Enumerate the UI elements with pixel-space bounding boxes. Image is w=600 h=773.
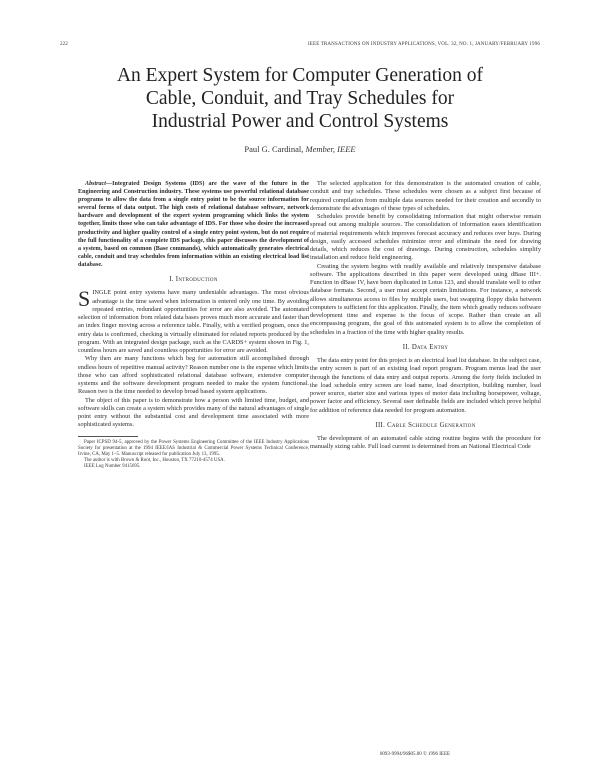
right-column (310, 180, 541, 452)
abstract-text: —Integrated Design Systems (IDS) are the wave of the future in the Engineering and Construction industry. These systems use powerful relational database programs to allow the data from a single entry point to be the source information for several forms of data output. The high costs of relational database software, network hardware and development of the expert system programing which links the system together, limits those who can take advantage of IDS. For those who desire the increased productivity and higher quality control of a single entry point system, but do not require the full functionality of a complete IDS package, this paper discusses the development of a system, based on common (Base commands), which automatically generates electrical cable, conduit and tray schedules from information within an existing electrical load list database. (78, 181, 309, 268)
title-line-2: Cable, Conduit, and Tray Schedules for (145, 88, 455, 109)
right-paragraph-2: Schedules provide benefit by consolidating information that might otherwise remain spread out among multiple sources. The consolidation of information eases identification of material requirements which improves forecast accuracy and reduces over buys. During design, easily accessed schedules minimize error and eliminate the need for drawing details, which reduces the cost of drawings. During construction, schedules simplify installation and reduce field engineering. (310, 213, 541, 262)
intro-paragraph-2: Why then are many functions which beg for automation still accomplished through endless hours of repetitive manual activity? Reason number one is the expense which limits those who can afford sophisticated relational database software, extensive computer systems and the software development program needed to make the system functional. Reason two is the time needed to develop broad based system applications. (78, 355, 310, 396)
author-membership: Member, IEEE (305, 144, 356, 154)
drop-cap: S (78, 286, 91, 312)
footnote-approval: Paper ICPSD 94-5, approved by the Power Systems Engineering Committee of the IEEE Industry Applications Society for presentation at the 1994 IEEE/IAS Industrial & Commercial Power Systems Technical Conference, Irvine, CA, May 1–5. Manuscript released for publication July 13, 1995. (78, 439, 309, 457)
intro-paragraph-3: The object of this paper is to demonstrate how a person with limited time, budget, and software skills can create a system which provides many of the natural advantages of single point entry without the substantial cost and development time associated with more sophisticated systems. (78, 396, 309, 429)
intro-paragraph-1-text: INGLE point entry systems have many undeniable advantages. The most obvious advantage is the time saved when information is entered only one time. By avoiding repeated entries, redundant opportunities for error are also avoided. The automated selection of information from related data bases proves much more accurate and faster than an index finger moving across a reference table. Finally, with a verified program, once the entry data is confirmed, checking is virtually eliminated for related reports produced by the program. With an integrated design package, such as the CARDS+ system shown in Fig. 1, countless hours are saved and countless opportunities for error are avoided. (78, 289, 309, 355)
section-heading-data-entry: II. Data Entry (402, 343, 449, 351)
left-column (78, 180, 309, 471)
cable-schedule-paragraph: The development of an automated cable sizing routine begins with the procedure for manually sizing cable. Full load current is determined from an National Electrical Code (310, 435, 541, 451)
footnote-affiliation: The author is with Brown & Root, Inc., Houston, TX 77210-4574 USA. (84, 458, 225, 464)
author-line (60, 144, 540, 154)
section-heading-introduction: I. Introduction (169, 276, 218, 284)
footnote-divider (78, 436, 138, 437)
author-name: Paul G. Cardinal, (244, 144, 304, 154)
intro-paragraph-1 (78, 286, 309, 355)
title-line-3: Industrial Power and Control Systems (151, 111, 449, 132)
footnote-log-number: IEEE Log Number 9415695. (84, 464, 141, 470)
right-paragraph-1: The selected application for this demonstration is the automated creation of cable, conduit and tray schedules. These schedules were chosen as a subject first because of required compilation from multiple data sources needed for their creation and secondly to demonstrate the advantages of these types of schedules. (310, 180, 541, 212)
paper-title (60, 64, 540, 133)
journal-running-title: IEEE TRANSACTIONS ON INDUSTRY APPLICATIONS, VOL. 32, NO. 1, JANUARY/FEBRUARY 1996 (307, 42, 540, 47)
page-number: 222 (60, 42, 68, 47)
abstract-label: Abstract (85, 181, 106, 187)
title-line-1: An Expert System for Computer Generation of (116, 65, 484, 86)
data-entry-paragraph: The data entry point for this project is an electrical load list database. In the subject case, the entry screen is part of an existing load report program. Program menus lead the user through the functions of data entry and output reports. Among the forty fields included in the load schedule entry screen are load name, load description, building number, load power source, starter size and various types of motor data including horsepower, voltage, power factor and efficiency. Several user definable fields are included which prove helpful for addition of reference data needed for program automation. (310, 357, 541, 414)
section-heading-cable-schedule: III. Cable Schedule Generation (375, 421, 476, 429)
abstract (78, 180, 309, 269)
copyright-notice: 0093-9994/96$05.00 © 1996 IEEE (379, 752, 451, 757)
right-paragraph-3: Creating the system begins with readily available and relatively inexpensive database software. The applications described in this paper were developed using dBase III+. Function in dBase IV, have been duplicated in Lotus 123, and should translate well to other database formats. Second, a user must accept certain limitations. For instance, a network allows simultaneous access to files by multiple users, but swapping floppy disks between computers is sufficient for this application. Finally, the item which greatly reduces software development time and expense is the focus of scope. Rather than create an all encompassing program, the goal of this automated system is to allow the completion of schedules in a fraction of the time with higher quality results. (310, 262, 541, 336)
